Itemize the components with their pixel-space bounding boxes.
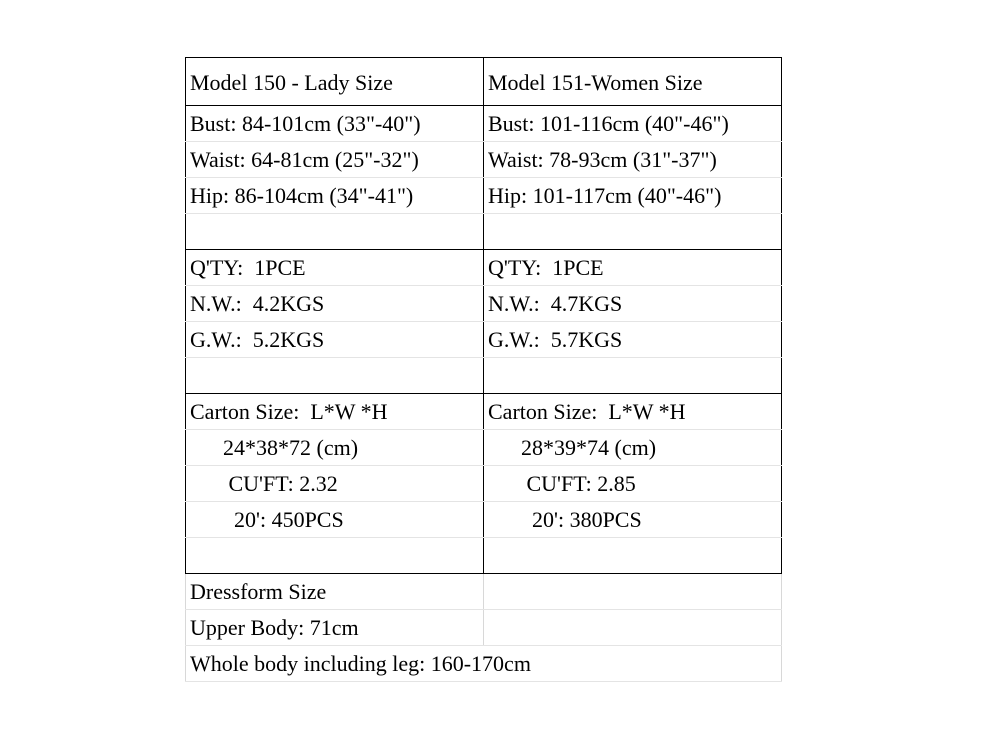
cell-container-151[interactable]: 20': 380PCS xyxy=(484,502,782,538)
cell-hip-151[interactable]: Hip: 101-117cm (40"-46") xyxy=(484,178,782,214)
cell-waist-151[interactable]: Waist: 78-93cm (31"-37") xyxy=(484,142,782,178)
table-row xyxy=(186,610,782,646)
table-row xyxy=(186,466,782,502)
cell-qty-150[interactable]: Q'TY: 1PCE xyxy=(186,250,484,286)
cell-bust-151[interactable]: Bust: 101-116cm (40"-46") xyxy=(484,106,782,142)
table-row xyxy=(186,142,782,178)
cell-model-151-header[interactable]: Model 151-Women Size xyxy=(484,58,782,106)
table-row xyxy=(186,646,782,682)
cell-hip-150[interactable]: Hip: 86-104cm (34"-41") xyxy=(186,178,484,214)
cell-carton-dims-150[interactable]: 24*38*72 (cm) xyxy=(186,430,484,466)
cell-empty[interactable] xyxy=(484,358,782,394)
cell-cuft-150[interactable]: CU'FT: 2.32 xyxy=(186,466,484,502)
cell-bust-150[interactable]: Bust: 84-101cm (33"-40") xyxy=(186,106,484,142)
spec-table xyxy=(185,57,782,682)
table-row xyxy=(186,286,782,322)
cell-whole-body[interactable]: Whole body including leg: 160-170cm xyxy=(186,646,782,682)
cell-dressform-title[interactable]: Dressform Size xyxy=(186,574,484,610)
cell-carton-dims-151[interactable]: 28*39*74 (cm) xyxy=(484,430,782,466)
table-row xyxy=(186,106,782,142)
table-row xyxy=(186,538,782,574)
cell-qty-151[interactable]: Q'TY: 1PCE xyxy=(484,250,782,286)
cell-empty[interactable] xyxy=(186,214,484,250)
cell-container-150[interactable]: 20': 450PCS xyxy=(186,502,484,538)
header-row xyxy=(186,58,782,106)
cell-carton-size-151[interactable]: Carton Size: L*W *H xyxy=(484,394,782,430)
cell-carton-size-150[interactable]: Carton Size: L*W *H xyxy=(186,394,484,430)
cell-cuft-151[interactable]: CU'FT: 2.85 xyxy=(484,466,782,502)
cell-nw-150[interactable]: N.W.: 4.2KGS xyxy=(186,286,484,322)
cell-empty[interactable] xyxy=(186,538,484,574)
table-row xyxy=(186,574,782,610)
cell-empty[interactable] xyxy=(484,214,782,250)
table-row xyxy=(186,394,782,430)
cell-model-150-header[interactable]: Model 150 - Lady Size xyxy=(186,58,484,106)
cell-nw-151[interactable]: N.W.: 4.7KGS xyxy=(484,286,782,322)
cell-gw-151[interactable]: G.W.: 5.7KGS xyxy=(484,322,782,358)
table-row xyxy=(186,214,782,250)
cell-upper-body[interactable]: Upper Body: 71cm xyxy=(186,610,484,646)
table-row xyxy=(186,250,782,286)
cell-empty[interactable] xyxy=(484,538,782,574)
table-row xyxy=(186,178,782,214)
table-row xyxy=(186,430,782,466)
cell-empty[interactable] xyxy=(484,610,782,646)
cell-gw-150[interactable]: G.W.: 5.2KGS xyxy=(186,322,484,358)
cell-empty[interactable] xyxy=(186,358,484,394)
table-row xyxy=(186,502,782,538)
cell-empty[interactable] xyxy=(484,574,782,610)
table-row xyxy=(186,322,782,358)
table-row xyxy=(186,358,782,394)
cell-waist-150[interactable]: Waist: 64-81cm (25"-32") xyxy=(186,142,484,178)
